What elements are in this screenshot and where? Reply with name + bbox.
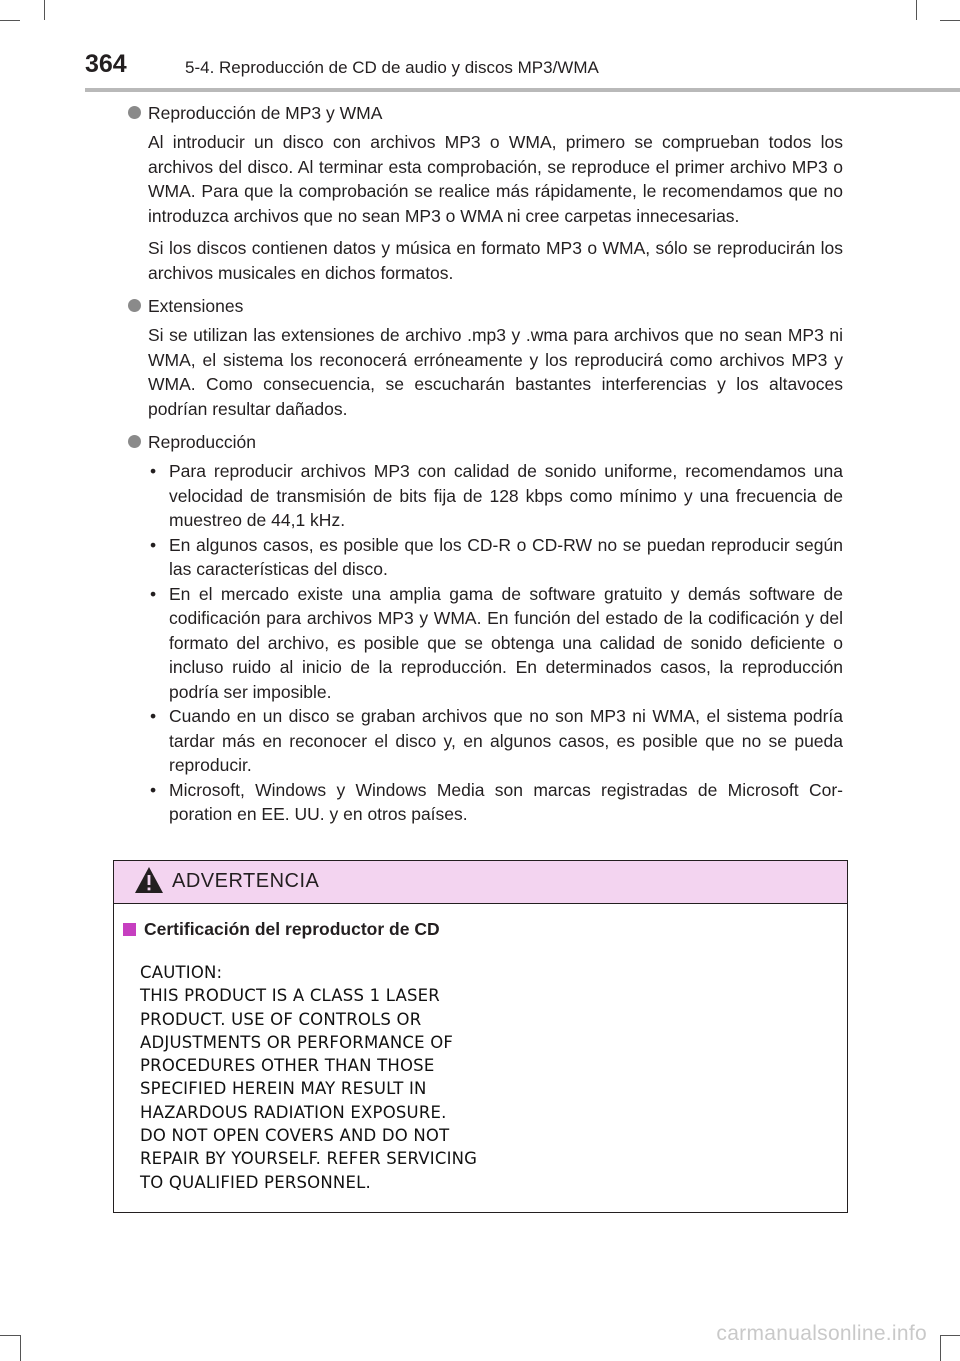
warning-subtitle [123,919,440,940]
list-bullet-icon: • [150,779,157,800]
warning-box [113,860,848,1213]
caution-line: THIS PRODUCT IS A CLASS 1 LASER [140,986,440,1006]
section-title [128,101,843,125]
list-item [148,533,843,582]
bullet-dot-icon [128,435,141,448]
list-bullet-icon: • [150,583,157,604]
chapter-title: 5-4. Reproducción de CD de audio y discos MP3/WMA [185,58,599,77]
caution-line: CAUTION: [140,963,223,982]
page-header [0,0,960,92]
list-item [148,582,843,705]
caution-line: HAZARDOUS RADIATION EXPOSURE. [140,1102,447,1122]
list-item-text: En algunos casos, es posible que los CD-R o CD-RW no se puedan reproducir según las características del disco. [169,534,843,579]
crop-mark [0,1335,20,1336]
warning-subtitle-text: Certificación del reproductor de CD [144,919,440,939]
page-number: 364 [85,50,127,78]
warning-title: ADVERTENCIA [172,870,320,892]
section-playback [128,430,843,827]
caution-line: TO QUALIFIED PERSONNEL. [140,1172,371,1192]
paragraph: Al introducir un disco con archivos MP3 o WMA, primero se comprueban todos los archivos del disco. Al terminar esta comprobación, se reproduce el primer archivo MP3 o WMA. Para que la comprobación se realice más rápidamente, le recomendamos que no introduzca archivos que no sean MP3 o WMA ni cree carpetas innecesarias. [148,132,843,226]
laser-caution-label [140,961,560,1194]
section-title [128,430,843,454]
section-title-text: Reproducción [148,432,256,452]
list-item-text: Microsoft, Windows y Windows Media son marcas registradas de Microsoft Corporation en EE. UU. y en otros países. [169,779,843,824]
caution-line: REPAIR BY YOURSELF. REFER SERVICING [140,1149,478,1169]
warning-triangle-icon [134,866,164,894]
caution-line: PRODUCT. USE OF CONTROLS OR [140,1009,422,1029]
caution-line: DO NOT OPEN COVERS AND DO NOT [140,1126,450,1146]
paragraph: Si los discos contienen datos y música en formato MP3 o WMA, sólo se reproducirán los archivos musicales en dichos formatos. [148,238,843,283]
main-content [128,101,843,836]
list-item [148,459,843,533]
square-bullet-icon [123,923,136,936]
list-item [148,778,843,827]
list-bullet-icon: • [150,706,157,726]
crop-mark [20,1335,21,1361]
crop-mark [940,1335,941,1361]
bullet-dot-icon [128,106,141,119]
list-item-text: Cuando en un disco se graban archivos que no son MP3 ni WMA, el sistema podría tardar más en reconocer el disco y, en algunos casos, es posible que no se pueda reproducir. [169,706,843,775]
header-rule [85,88,960,92]
bullet-dot-icon [128,299,141,312]
caution-line: SPECIFIED HEREIN MAY RESULT IN [140,1079,427,1099]
section-mp3-wma [128,101,843,285]
site-watermark: carmanualsonline.info [716,1322,927,1345]
caution-line: ADJUSTMENTS OR PERFORMANCE OF [140,1032,454,1052]
section-title-text: Extensiones [148,296,244,316]
warning-header [114,861,847,904]
list-item-text: En el mercado existe una amplia gama de software gratuito y demás software de codificación para archivos MP3 y WMA. En función del estado de la codificación y del formato del archivo, es posible que se obtenga una calidad de sonido deficiente o incluso ruido al inicio de la reproducción. En determinados casos, la reproducción podría ser imposible. [169,583,843,702]
list-item [148,704,843,778]
section-title-text: Reproducción de MP3 y WMA [148,103,383,123]
playback-list [148,459,843,827]
caution-line: PROCEDURES OTHER THAN THOSE [140,1056,435,1076]
section-extensions [128,294,843,421]
list-bullet-icon: • [150,461,157,481]
list-bullet-icon: • [150,534,157,555]
list-item-text: Para reproducir archivos MP3 con calidad de sonido uniforme, recomendamos una velocidad de transmisión de bits fija de 128 kbps como mínimo y una frecuencia de muestreo de 44,1 kHz. [169,461,843,530]
crop-mark [940,1335,960,1336]
paragraph: Si se utilizan las extensiones de archivo .mp3 y .wma para archivos que no sean MP3 ni WMA, el sistema los reconocerá erróneamente y los reproducirá como archivos MP3 y WMA. Como consecuencia, se escucharán bastantes interferencias y los altavoces podrían resultar dañados. [148,325,843,419]
section-title [128,294,843,318]
